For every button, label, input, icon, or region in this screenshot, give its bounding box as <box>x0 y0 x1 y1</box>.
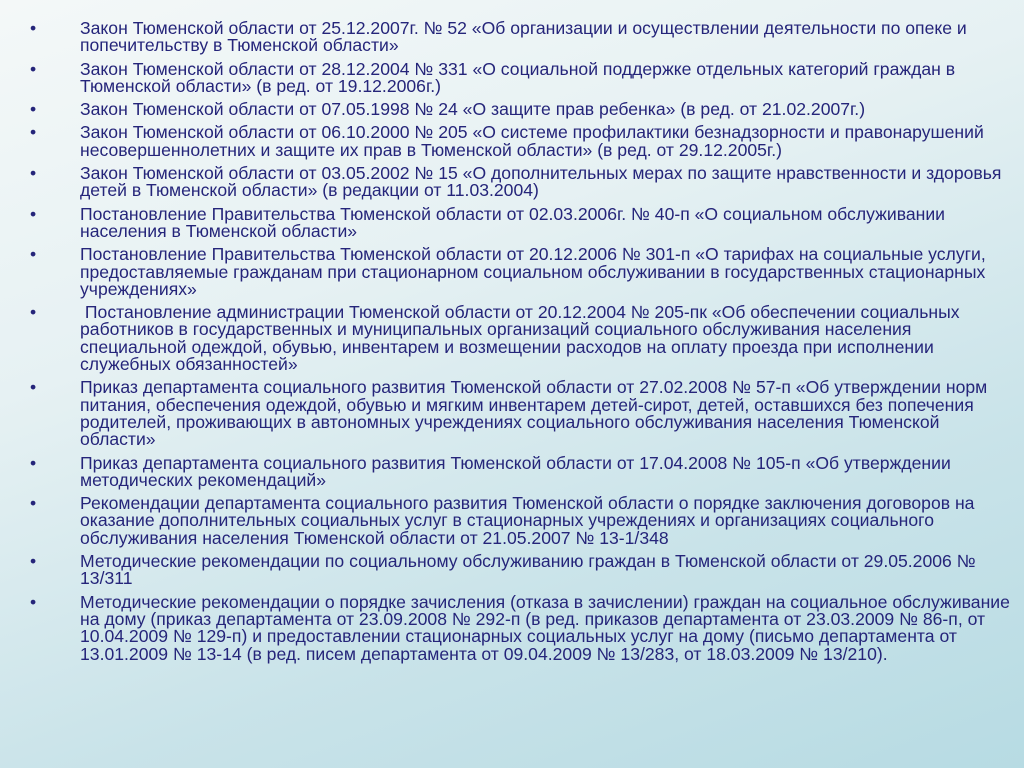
list-item-text: Постановление администрации Тюменской области от 20.12.2004 № 205-пк «Об обеспечении социальных работников в государственных и муниципальных организаций социального обслуживания населения специальной одеждой, обувью, инвентарем и возмещении расходов на оплату проезда при исполнении служебных обязанностей» <box>80 302 965 375</box>
list-item <box>0 591 1012 664</box>
bullet-icon: • <box>30 18 37 38</box>
list-item-text: Закон Тюменской области от 28.12.2004 № 331 «О социальной поддержке отдельных категорий граждан в Тюменской области» (в ред. от 19.12.2006г.) <box>80 58 956 96</box>
list-item <box>0 165 1012 200</box>
list-item <box>0 246 1012 298</box>
bullet-icon: • <box>30 122 37 143</box>
bullet-icon: • <box>30 302 37 323</box>
list-item <box>0 379 1012 448</box>
bullet-icon: • <box>30 203 37 224</box>
legal-acts-list <box>0 20 1012 663</box>
list-item-text: Методические рекомендации о порядке зачисления (отказа в зачислении) граждан на социальное обслуживание на дому (приказ департамента от 23.09.2008 № 292-п (в ред. приказов департамента от 23.03.2009 № 86-п, от 10.04.2009 № 129-п) и предоставлении стационарных социальных услуг на дому (письмо департамента от 13.01.2009 № 13-14 (в ред. писем департамента от 09.04.2009 № 13/283, от 18.03.2009 № 13/210). <box>80 591 1010 664</box>
list-item-text: Закон Тюменской области от 07.05.1998 № 24 «О защите прав ребенка» (в ред. от 21.02.2007г.) <box>80 99 866 120</box>
bullet-icon: • <box>30 493 37 514</box>
bullet-icon: • <box>30 99 37 120</box>
list-item-text: Приказ департамента социального развития Тюменской области от 27.02.2008 № 57-п «Об утверждении норм питания, обеспечения одеждой, обувью и мягким инвентарем детей-сирот, детей, оставшихся без попечения родителей, проживающих в автономных учреждениях социального обслуживания населения Тюменской области» <box>80 377 988 450</box>
list-item-text: Закон Тюменской области от 06.10.2000 № 205 «О системе профилактики безнадзорности и правонарушений несовершеннолетних и защите их прав в Тюменской области» (в ред. от 29.12.2005г.) <box>80 122 984 160</box>
list-item <box>0 304 1012 373</box>
list-item-text: Приказ департамента социального развития Тюменской области от 17.04.2008 № 105-п «Об утверждении методических рекомендаций» <box>80 452 951 490</box>
bullet-icon: • <box>30 452 37 473</box>
bullet-icon: • <box>30 591 37 612</box>
list-item <box>0 124 1012 159</box>
list-item-text: Рекомендации департамента социального развития Тюменской области о порядке заключения договоров на оказание дополнительных социальных услуг в стационарных учреждениях и организациях социального обслуживания населения Тюменской области от 21.05.2007 № 13-1/348 <box>80 493 975 548</box>
list-item <box>0 452 1012 490</box>
bullet-icon: • <box>30 244 37 265</box>
list-item <box>0 58 1012 96</box>
list-item <box>0 495 1012 547</box>
bullet-icon: • <box>30 551 37 572</box>
bullet-icon: • <box>30 377 37 398</box>
list-item <box>0 553 1012 588</box>
bullet-icon: • <box>30 58 37 79</box>
list-item-text: Закон Тюменской области от 03.05.2002 № 15 «О дополнительных мерах по защите нравственности и здоровья детей в Тюменской области» (в редакции от 11.03.2004) <box>80 163 1002 201</box>
bullet-icon: • <box>30 163 37 184</box>
list-item-text: Постановление Правительства Тюменской области от 20.12.2006 № 301-п «О тарифах на социальные услуги, предоставляемые гражданам при стационарном социальном обслуживании в государственных стационарных учреждениях» <box>80 244 986 299</box>
list-item <box>0 101 1012 118</box>
list-item <box>0 203 1012 241</box>
list-item-text: Постановление Правительства Тюменской области от 02.03.2006г. № 40-п «О социальном обслуживании населения в Тюменской области» <box>80 203 946 241</box>
list-item-text: Методические рекомендации по социальному обслуживанию граждан в Тюменской области от 29.05.2006 № 13/311 <box>80 551 976 589</box>
list-item-text: Закон Тюменской области от 25.12.2007г. № 52 «Об организации и осуществлении деятельности по опеке и попечительству в Тюменской области» <box>80 18 967 56</box>
list-item <box>0 20 1012 55</box>
